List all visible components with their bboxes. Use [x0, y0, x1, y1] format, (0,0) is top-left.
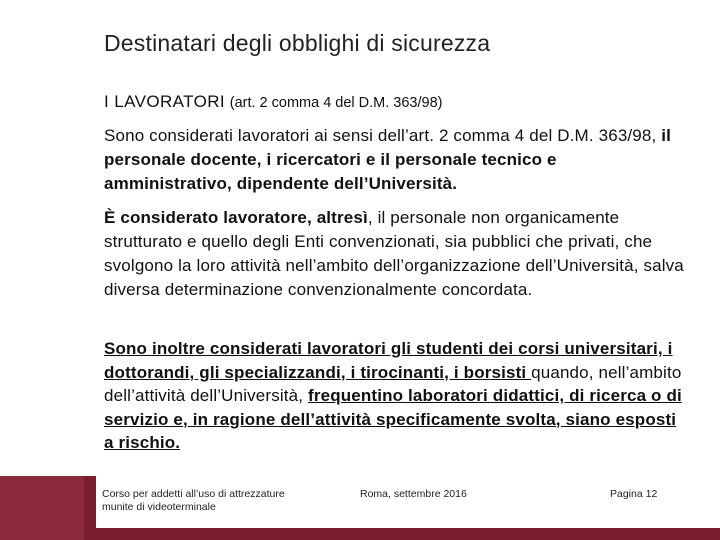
footer-date: Roma, settembre 2016	[360, 488, 467, 500]
section-heading	[104, 92, 442, 112]
paragraph-2-text: , il personale non organicamente strutturato e quello degli Enti convenzionati, sia pubblici che privati, che svolgono la loro attività nell’ambito dell’organizzazione dell’Università, salva diversa determinazione convenzionalmente concordata.	[104, 208, 684, 299]
paragraph-1	[104, 124, 684, 196]
footer-bottom-bar	[96, 528, 720, 540]
paragraph-3-text: quando, nell’ambito dell’attività dell’Università,	[104, 362, 682, 405]
paragraph-2	[104, 206, 684, 302]
footer-page-number: Pagina 12	[610, 488, 658, 500]
paragraph-3-bold-2: frequentino laboratori didattici, di ricerca o di servizio e, in ragione dell’attività specificamente svolta, siano esposti a rischio.	[104, 386, 682, 452]
footer-accent-block	[0, 476, 84, 540]
paragraph-1-text: Sono considerati lavoratori ai sensi dell’art. 2 comma 4 del D.M. 363/98,	[104, 126, 662, 145]
paragraph-1-bold: il personale docente, i ricercatori e il personale tecnico e amministrativo, dipendente dell’Università.	[104, 126, 672, 193]
section-reference: (art. 2 comma 4 del D.M. 363/98)	[229, 95, 443, 111]
paragraph-2-bold: È considerato lavoratore, altresì	[104, 208, 368, 227]
section-label: I LAVORATORI	[104, 92, 225, 111]
paragraph-3-bold-1: Sono inoltre considerati lavoratori gli studenti dei corsi universitari, i dottorandi, gli specializzandi, i tirocinanti, i borsisti	[104, 339, 673, 382]
slide-title: Destinatari degli obblighi di sicurezza	[104, 30, 491, 56]
footer-course: Corso per addetti all’uso di attrezzature munite di videoterminale	[102, 488, 285, 513]
paragraph-3	[104, 337, 684, 455]
